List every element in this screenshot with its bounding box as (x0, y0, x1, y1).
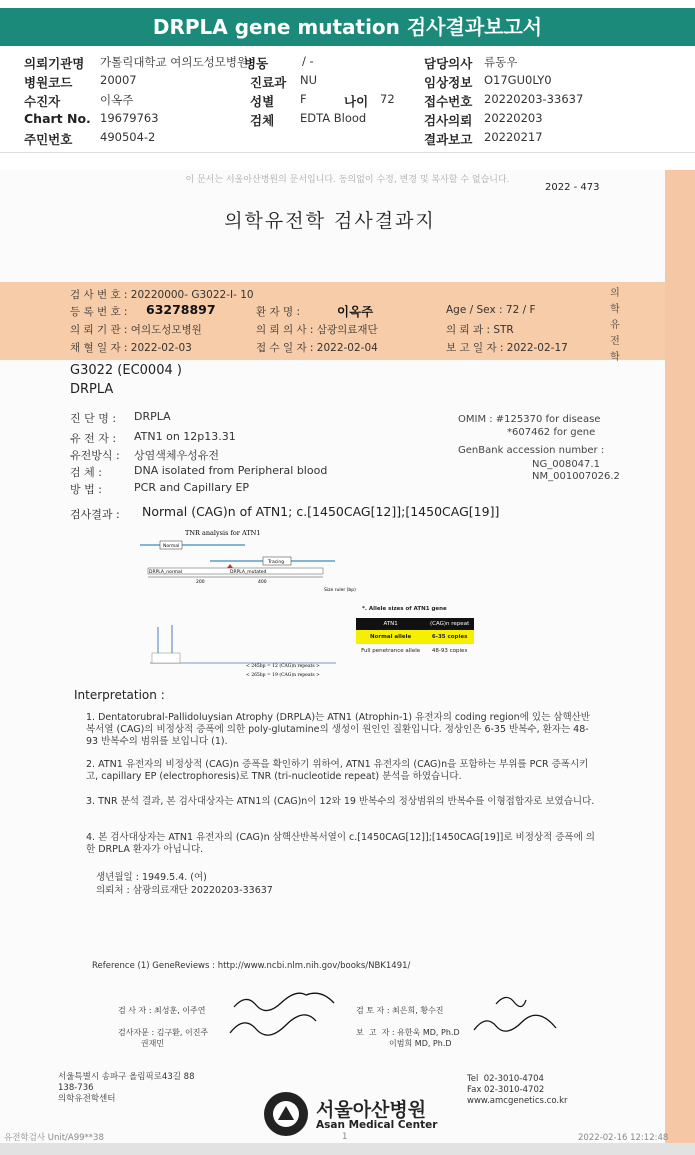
meta-value: ATN1 on 12p13.31 (134, 430, 236, 443)
document-title: 의학유전학 검사결과지 (224, 210, 436, 232)
allele-normal-value: 6-35 copies (431, 634, 468, 640)
clinical-label: 임상정보 (424, 75, 473, 90)
patient-value: 이옥주 (100, 93, 134, 107)
meta-value: PCR and Capillary EP (134, 481, 250, 494)
allele-table-title: *. Allele sizes of ATN1 gene (362, 606, 447, 612)
peak-note-2: < 265bp = 19 (CAG)n repeats > (246, 673, 320, 678)
age-sex: Age / Sex : 72 / F (446, 304, 536, 316)
footer-unit: 유전학검사 Unit/A99**38 (4, 1133, 104, 1143)
allele-full-key: Full penetrance allele (361, 648, 421, 654)
allele-head-2: (CAG)n repeat (430, 621, 470, 627)
patient-info-block (24, 54, 684, 149)
omim-gene: *607462 for gene (507, 427, 596, 438)
doctor-label: 담당의사 (424, 56, 473, 71)
requesting-org-label: 의뢰기관명 (24, 56, 85, 71)
meta-value: DNA isolated from Peripheral blood (134, 464, 328, 477)
allele-normal-key: Normal allele (370, 634, 412, 640)
requesting-dept: 의 뢰 과 : STR (446, 324, 514, 336)
meta-key: 유전방식 : (70, 449, 120, 462)
page-number: 2022 - 473 (545, 182, 600, 193)
result-value: Normal (CAG)n of ATN1; c.[1450CAG[12]];[1450CAG[19]] (142, 504, 500, 519)
footer-timestamp: 2022-02-16 12:12:48 (578, 1133, 669, 1143)
registration-label: 등 록 번 호 : (70, 306, 128, 318)
hospital-code-label: 병원코드 (24, 75, 73, 90)
result-label: 검사결과 : (70, 508, 120, 521)
size-ruler-label: Size ruler (bp) (324, 588, 356, 593)
hospital-code-value: 20007 (100, 73, 137, 87)
receipt-label: 접수번호 (424, 94, 473, 109)
chart-label: Chart No. (24, 111, 91, 126)
sex-value: F (300, 92, 307, 106)
tnr-title: TNR analysis for ATN1 (185, 529, 261, 537)
registration-value: 63278897 (146, 302, 216, 317)
report-title-bar (0, 8, 695, 46)
report-date-label: 결과보고 (424, 132, 473, 147)
scale-400: 400 (258, 580, 267, 585)
hospital-name-eng: Asan Medical Center (316, 1119, 438, 1131)
meta-value: DRPLA (134, 410, 171, 423)
interpretation-3: 3. TNR 분석 결과, 본 검사대상자는 ATN1의 (CAG)n이 12와 19 반복수의 정상범위의 반복수를 이형접합자로 보였습니다. (86, 796, 595, 807)
meta-key: 검 체 : (70, 466, 102, 479)
signature-tester (226, 985, 346, 1040)
interpretation-4: 4. 본 검사대상자는 ATN1 유전자의 (CAG)n 삼핵산반복서열이 c.[1450CAG[12]];[1450CAG[19]]로 비정상적 증폭에 의한 DRPLA 환자가 아닙니다. (86, 832, 595, 855)
clinical-value: O17GU0LY0 (484, 73, 552, 87)
birth-date: 생년월일 : 1949.5.4. (여) (96, 872, 207, 883)
test-code: G3022 (EC0004 ) (70, 363, 182, 378)
request-value: 20220203 (484, 111, 543, 125)
meta-value: 상염색체우성유전 (134, 449, 220, 462)
chart-value: 19679763 (100, 111, 159, 125)
advisor: 검사자문 : 김구환, 이진주 권재민 (118, 1028, 209, 1048)
age-value: 72 (380, 92, 395, 106)
electropherogram (146, 615, 346, 685)
report-title: DRPLA gene mutation 검사결과보고서 (152, 15, 543, 39)
genbank-acc-1: NG_008047.1 (532, 459, 600, 470)
vertical-label: 의 학 유 전 학 (610, 288, 620, 363)
address: 서울특별시 송파구 올림픽로43길 88 138-736 의학유전학센터 (58, 1072, 195, 1104)
peak-note-1: < 245bp = 12 (CAG)n repeats > (246, 664, 320, 669)
patient-label: 수진자 (24, 94, 61, 109)
doctor-value: 류동우 (484, 55, 518, 69)
hospital-name-kor: 서울아산병원 (316, 1099, 427, 1121)
drpla-normal: DRPLA_normal (149, 570, 183, 575)
genbank-label: GenBank accession number : (458, 445, 605, 456)
patient-summary-band (0, 282, 665, 360)
meta-key: 방 법 : (70, 483, 102, 496)
age-label: 나이 (344, 94, 369, 109)
tnr-diagram (130, 527, 370, 595)
footer-strip (0, 1143, 695, 1155)
allele-full-value: 48-93 copies (431, 648, 468, 654)
specimen-label: 검체 (250, 113, 275, 128)
patient-name-value: 이옥주 (337, 304, 374, 319)
right-color-strip (665, 170, 695, 1145)
interpretation-2: 2. ATN1 유전자의 비정상적 (CAG)n 증폭을 확인하기 위하여, ATN1 유전자의 (CAG)n을 포함하는 부위를 PCR 증폭시키고, capillary EP (electrophoresis)로 TNR (tri-nucleotide repeat) 분석을 하였습니다. (86, 759, 589, 782)
tester: 검 사 자 : 최성훈, 이주연 (118, 1006, 206, 1015)
requesting-org-value: 가톨릭대학교 여의도성모병원 (100, 55, 249, 69)
referrer: 의뢰처 : 삼광의료재단 20220203-33637 (96, 885, 273, 896)
report-date: 보 고 일 자 : 2022-02-17 (446, 342, 568, 354)
allele-table (356, 618, 474, 658)
test-name: DRPLA (70, 382, 114, 397)
meta-key: 진 단 명 : (70, 412, 117, 425)
genbank-acc-2: NM_001007026.2 (532, 471, 620, 482)
normal-label: Normal (163, 544, 180, 549)
receipt-value: 20220203-33637 (484, 92, 584, 106)
interpretation-1: 1. Dentatorubral-Pallidoluysian Atrophy (DRPLA)는 ATN1 (Atrophin-1) 유전자의 coding region에 있는 삼핵산반복서열 (CAG)의 비정상적 증폭에 의한 poly-glutamine의 생성이 원인인 질환입니다. 정상인은 6-35 반복수, 환자는 48-93 반복수의 범위를 보입니다 (1). (86, 712, 590, 747)
reviewer: 검 토 자 : 최은희, 황수진 (356, 1006, 444, 1015)
signature-reviewer (466, 990, 576, 1045)
sex-label: 성별 (250, 94, 275, 109)
scale-200: 200 (196, 580, 205, 585)
test-number: 검 사 번 호 : 20220000- G3022-I- 10 (70, 289, 254, 301)
ward-value: / - (302, 54, 314, 68)
tracing-label: Tracing (268, 560, 285, 565)
report-date-value: 20220217 (484, 130, 543, 144)
receipt-date: 접 수 일 자 : 2022-02-04 (256, 342, 378, 354)
omim-disease: OMIM : #125370 for disease (458, 414, 601, 425)
reporter: 보 고 자 : 유한욱 MD, Ph.D 이범희 MD, Ph.D (356, 1028, 460, 1048)
rrn-value: 490504-2 (100, 130, 156, 144)
specimen-value: EDTA Blood (300, 111, 367, 125)
contact: Tel 02-3010-4704 Fax 02-3010-4702 www.amcgenetics.co.kr (467, 1074, 568, 1106)
meta-key: 유 전 자 : (70, 432, 117, 445)
watermark-text: 이 문서는 서울아산병원의 문서입니다. 동의없이 수정, 변경 및 복사할 수 없습니다. (185, 175, 510, 185)
allele-head-1: ATN1 (383, 621, 398, 627)
divider (0, 152, 695, 153)
request-label: 검사의뢰 (424, 113, 473, 128)
drpla-mutated: DRPLA_mutated (230, 570, 267, 575)
reference: Reference (1) GeneReviews : http://www.ncbi.nlm.nih.gov/books/NBK1491/ (92, 961, 411, 971)
ward-label: 병동 (244, 56, 269, 71)
rrn-label: 주민번호 (24, 132, 73, 147)
asan-foundation-seal (262, 1090, 310, 1138)
requesting-org: 의 뢰 기 관 : 여의도성모병원 (70, 324, 202, 336)
footer-page: 1 (342, 1132, 348, 1142)
interpretation-heading: Interpretation : (74, 688, 165, 702)
requesting-doctor: 의 뢰 의 사 : 삼광의료재단 (256, 324, 378, 336)
collection-date: 채 혈 일 자 : 2022-02-03 (70, 342, 192, 354)
patient-name-label: 환 자 명 : (256, 306, 300, 318)
dept-label: 진료과 (250, 75, 287, 90)
dept-value: NU (300, 73, 318, 87)
